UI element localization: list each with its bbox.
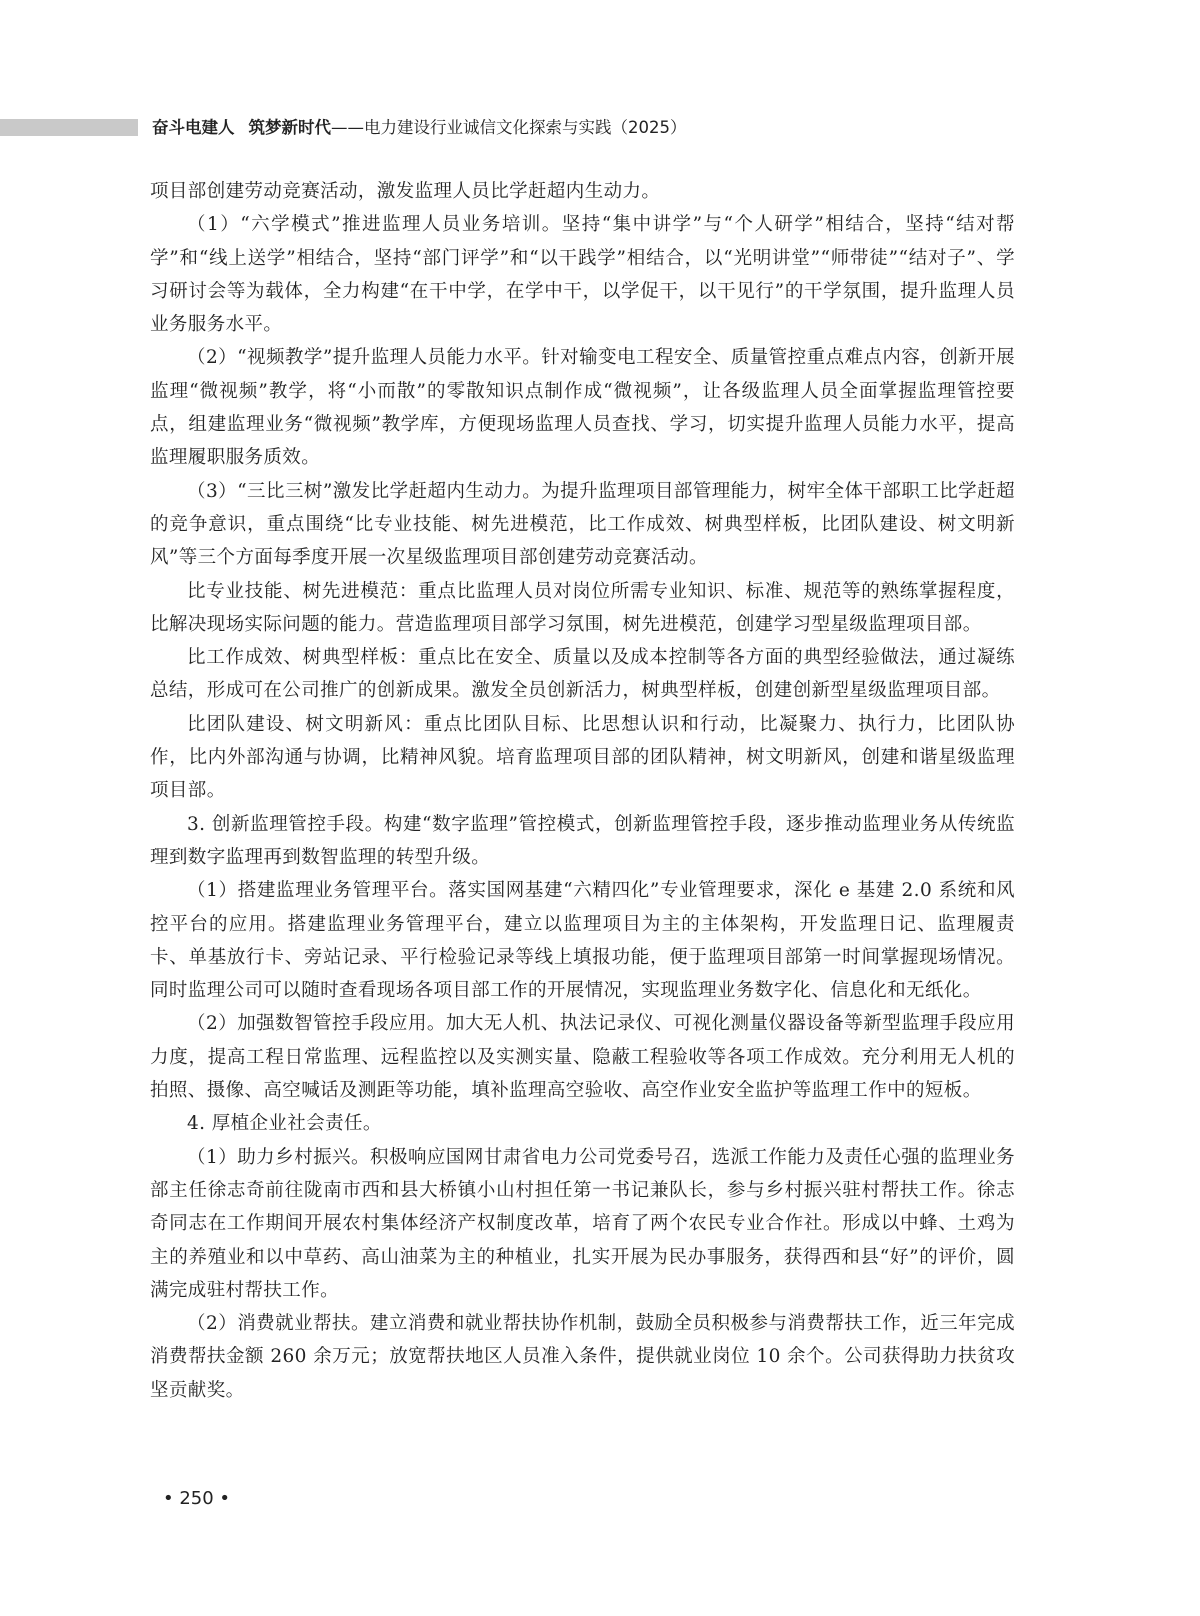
paragraph: （2）加强数智管控手段应用。加大无人机、执法记录仪、可视化测量仪器设备等新型监理手段应用力度，提高工程日常监理、远程监控以及实测实量、隐蔽工程验收等各项工作成效。充分利用无人机的拍照、摄像、高空喊话及测距等功能，填补监理高空验收、高空作业安全监护等监理工作中的短板。 bbox=[150, 1013, 1015, 1102]
paragraph: 项目部创建劳动竞赛活动，激发监理人员比学赶超内生动力。 bbox=[150, 181, 661, 202]
paragraph: 3. 创新监理管控手段。构建“数字监理”管控模式，创新监理管控手段，逐步推动监理业务从传统监理到数字监理再到数智监理的转型升级。 bbox=[150, 813, 1015, 868]
page-number: • 250 • bbox=[163, 1488, 231, 1509]
paragraph: （2）“视频教学”提升监理人员能力水平。针对输变电工程安全、质量管控重点难点内容，创新开展监理“微视频”教学，将“小而散”的零散知识点制作成“微视频”，让各级监理人员全面掌握监理管控要点，组建监理业务“微视频”教学库，方便现场监理人员查找、学习，切实提升监理人员能力水平，提高监理履职服务质效。 bbox=[150, 347, 1015, 469]
paragraph: （2）消费就业帮扶。建立消费和就业帮扶协作机制，鼓励全员积极参与消费帮扶工作，近三年完成消费帮扶金额 260 余万元；放宽帮扶地区人员准入条件，提供就业岗位 10 余个。公司获得助力扶贫攻坚贡献奖。 bbox=[150, 1313, 1015, 1401]
header-decoration-bar bbox=[0, 119, 138, 136]
header-title-part1: 奋斗电建人 bbox=[152, 118, 235, 137]
paragraph: （1）“六学模式”推进监理人员业务培训。坚持“集中讲学”与“个人研学”相结合，坚持“结对帮学”和“线上送学”相结合，坚持“部门评学”和“以干践学”相结合，以“光明讲堂”“师带徒”“结对子”、学习研讨会等为载体，全力构建“在干中学，在学中干，以学促干，以干见行”的干学氛围，提升监理人员业务服务水平。 bbox=[150, 214, 1015, 336]
paragraph: 4. 厚植企业社会责任。 bbox=[187, 1113, 382, 1135]
body-text bbox=[150, 175, 1015, 1407]
running-header bbox=[152, 116, 1052, 140]
paragraph: 比专业技能、树先进模范：重点比监理人员对岗位所需专业知识、标准、规范等的熟练掌握程度，比解决现场实际问题的能力。营造监理项目部学习氛围，树先进模范，创建学习型星级监理项目部。 bbox=[150, 580, 1015, 635]
header-dash: —— bbox=[331, 118, 364, 137]
paragraph: 比团队建设、树文明新风：重点比团队目标、比思想认识和行动，比凝聚力、执行力，比团队协作，比内外部沟通与协调，比精神风貌。培育监理项目部的团队精神，树文明新风，创建和谐星级监理项目部。 bbox=[150, 713, 1015, 802]
paragraph: 比工作成效、树典型样板：重点比在安全、质量以及成本控制等各方面的典型经验做法，通过凝练总结，形成可在公司推广的创新成果。激发全员创新活力，树典型样板，创建创新型星级监理项目部。 bbox=[150, 647, 1015, 702]
paragraph: （1）助力乡村振兴。积极响应国网甘肃省电力公司党委号召，选派工作能力及责任心强的监理业务部主任徐志奇前往陇南市西和县大桥镇小山村担任第一书记兼队长，参与乡村振兴驻村帮扶工作。徐志奇同志在工作期间开展农村集体经济产权制度改革，培育了两个农民专业合作社。形成以中蜂、土鸡为主的养殖业和以中草药、高山油菜为主的种植业，扎实开展为民办事服务，获得西和县“好”的评价，圆满完成驻村帮扶工作。 bbox=[150, 1146, 1015, 1301]
paragraph: （3）“三比三树”激发比学赶超内生动力。为提升监理项目部管理能力，树牢全体干部职工比学赶超的竞争意识，重点围绕“比专业技能、树先进模范，比工作成效、树典型样板，比团队建设、树文明新风”等三个方面每季度开展一次星级监理项目部创建劳动竞赛活动。 bbox=[150, 480, 1015, 569]
header-title-part3: 电力建设行业诚信文化探索与实践（2025） bbox=[364, 118, 687, 137]
paragraph: （1）搭建监理业务管理平台。落实国网基建“六精四化”专业管理要求，深化 e 基建 2.0 系统和风控平台的应用。搭建监理业务管理平台，建立以监理项目为主的主体架构，开发监理日记、监理履责卡、单基放行卡、旁站记录、平行检验记录等线上填报功能，便于监理项目部第一时间掌握现场情况。同时监理公司可以随时查看现场各项目部工作的开展情况，实现监理业务数字化、信息化和无纸化。 bbox=[150, 880, 1015, 1002]
header-title-part2: 筑梦新时代 bbox=[248, 118, 331, 137]
